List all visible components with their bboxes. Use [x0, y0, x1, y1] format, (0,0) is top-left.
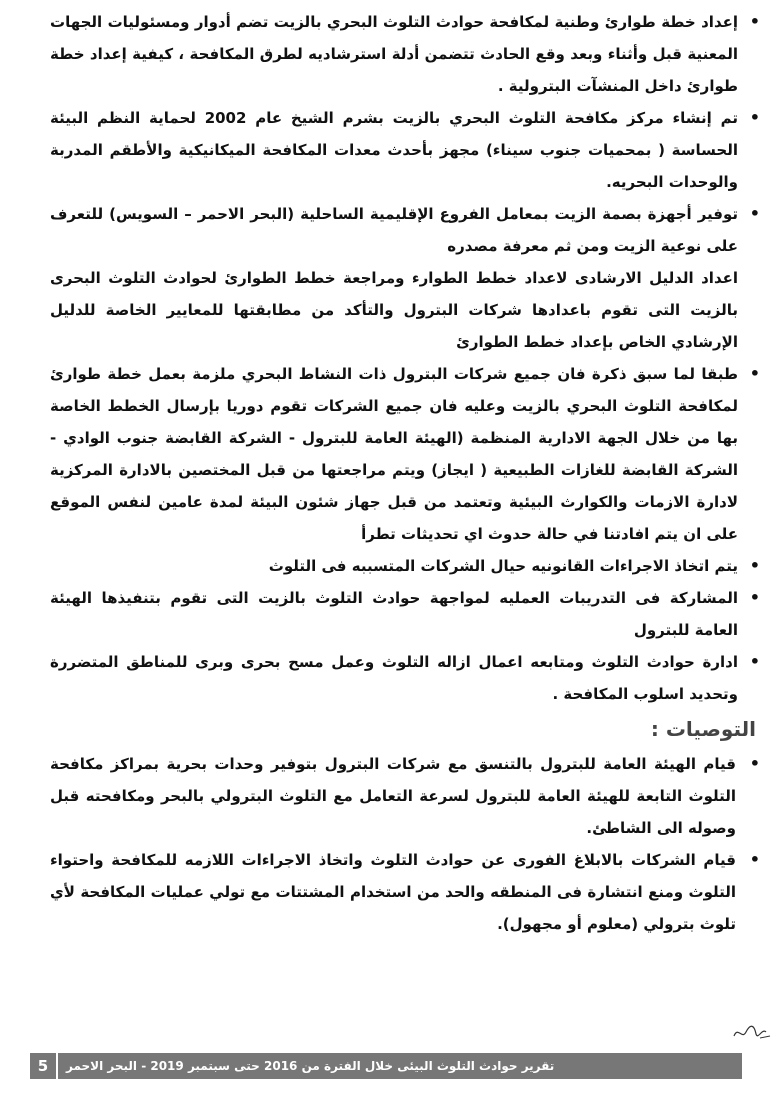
list-item: • يتم اتخاذ الاجراءات القانونيه حيال الشركات المتسببه فى التلوث [50, 550, 762, 582]
list-item: • قيام الهيئة العامة للبترول بالتنسق مع شركات البترول بتوفير وحدات بحرية بمراكز مكافحة التلوث التابعة للهيئة العامة للبترول لسرعة التعامل مع التلوث البترولي بالبحر ومكافحته قبل وصوله الى الشاطئ. [50, 748, 762, 844]
list-item: • ادارة حوادث التلوث ومتابعه اعمال ازاله التلوث وعمل مسح بحرى وبرى للمناطق المتضررة وتحديد اسلوب المكافحة . [50, 646, 762, 710]
list-item: • تم إنشاء مركز مكافحة التلوث البحري بالزيت بشرم الشيخ عام 2002 لحماية النظم البيئة الحساسة ( بمحميات جنوب سيناء) مجهز بأحدث معدات المكافحة الميكانيكية والأطقم المدربة والوحدات البحريه. [50, 102, 762, 198]
list-item: • قيام الشركات بالابلاغ الفورى عن حوادث التلوث واتخاذ الاجراءات اللازمه للمكافحة واحتواء التلوث ومنع انتشارة فى المنطقه والحد من استخدام المشتتات مع تولي عمليات المكافحة لأي تلوث بترولي (معلوم أو مجهول). [50, 844, 762, 940]
list-item: • إعداد خطة طوارئ وطنية لمكافحة حوادث التلوث البحري بالزيت تضم أدوار ومسئوليات الجهات المعنية قبل وأثناء وبعد وقع الحادث تتضمن أدلة استرشاديه لطرق المكافحة ، كيفية إعداد خطة طوارئ داخل المنشآت البترولية . [50, 6, 762, 102]
document-body [50, 6, 762, 940]
page-footer [30, 1053, 742, 1079]
recommendations-list [50, 748, 762, 940]
footer-title: تقرير حوادث التلوث البيئى خلال الفترة من 2016 حتى سبتمبر 2019 - البحر الاحمر [66, 1059, 555, 1073]
achievements-list [50, 6, 762, 710]
list-item: • المشاركة فى التدريبات العمليه لمواجهة حوادث التلوث بالزيت التى تقوم بتنفيذها الهيئة العامة للبترول [50, 582, 762, 646]
list-item: اعداد الدليل الارشادى لاعداد خطط الطوارء ومراجعة خطط الطوارئ لحوادث التلوث البحرى بالزيت التى تقوم باعدادها شركات البترول والتأكد من مطابقتها للمعايير الخاصة للدليل الإرشادي الخاص بإعداد خطط الطوارئ [50, 269, 738, 351]
list-item: • طبقا لما سبق ذكرة فان جميع شركات البترول ذات النشاط البحري ملزمة بعمل خطة طوارئ لمكافحة التلوث البحري بالزيت وعليه فان جميع الشركات تقوم دوريا بإرسال الخطط الخاصة بها من خلال الجهة الادارية المنظمة (الهيئة العامة للبترول - الشركة القابضة جنوب الوادي - الشركة القابضة للغازات الطبيعية ( ايجاز) ويتم مراجعتها من قبل المختصين بالادارة المركزية لادارة الازمات والكوارث البيئية وتعتمد من قبل جهاز شئون البيئة لمدة عامين لنفس الموقع على ان يتم افادتنا في حالة حدوث اي تحديثات تطرأ [50, 358, 762, 550]
recommendations-heading: التوصيات : [650, 717, 756, 741]
list-item: • توفير أجهزة بصمة الزيت بمعامل الفروع الإقليمية الساحلية (البحر الاحمر – السويس) للتعرف على نوعية الزيت ومن ثم معرفة مصدره [50, 198, 762, 262]
handwritten-signature [730, 1018, 774, 1046]
page-number: 5 [30, 1053, 58, 1079]
